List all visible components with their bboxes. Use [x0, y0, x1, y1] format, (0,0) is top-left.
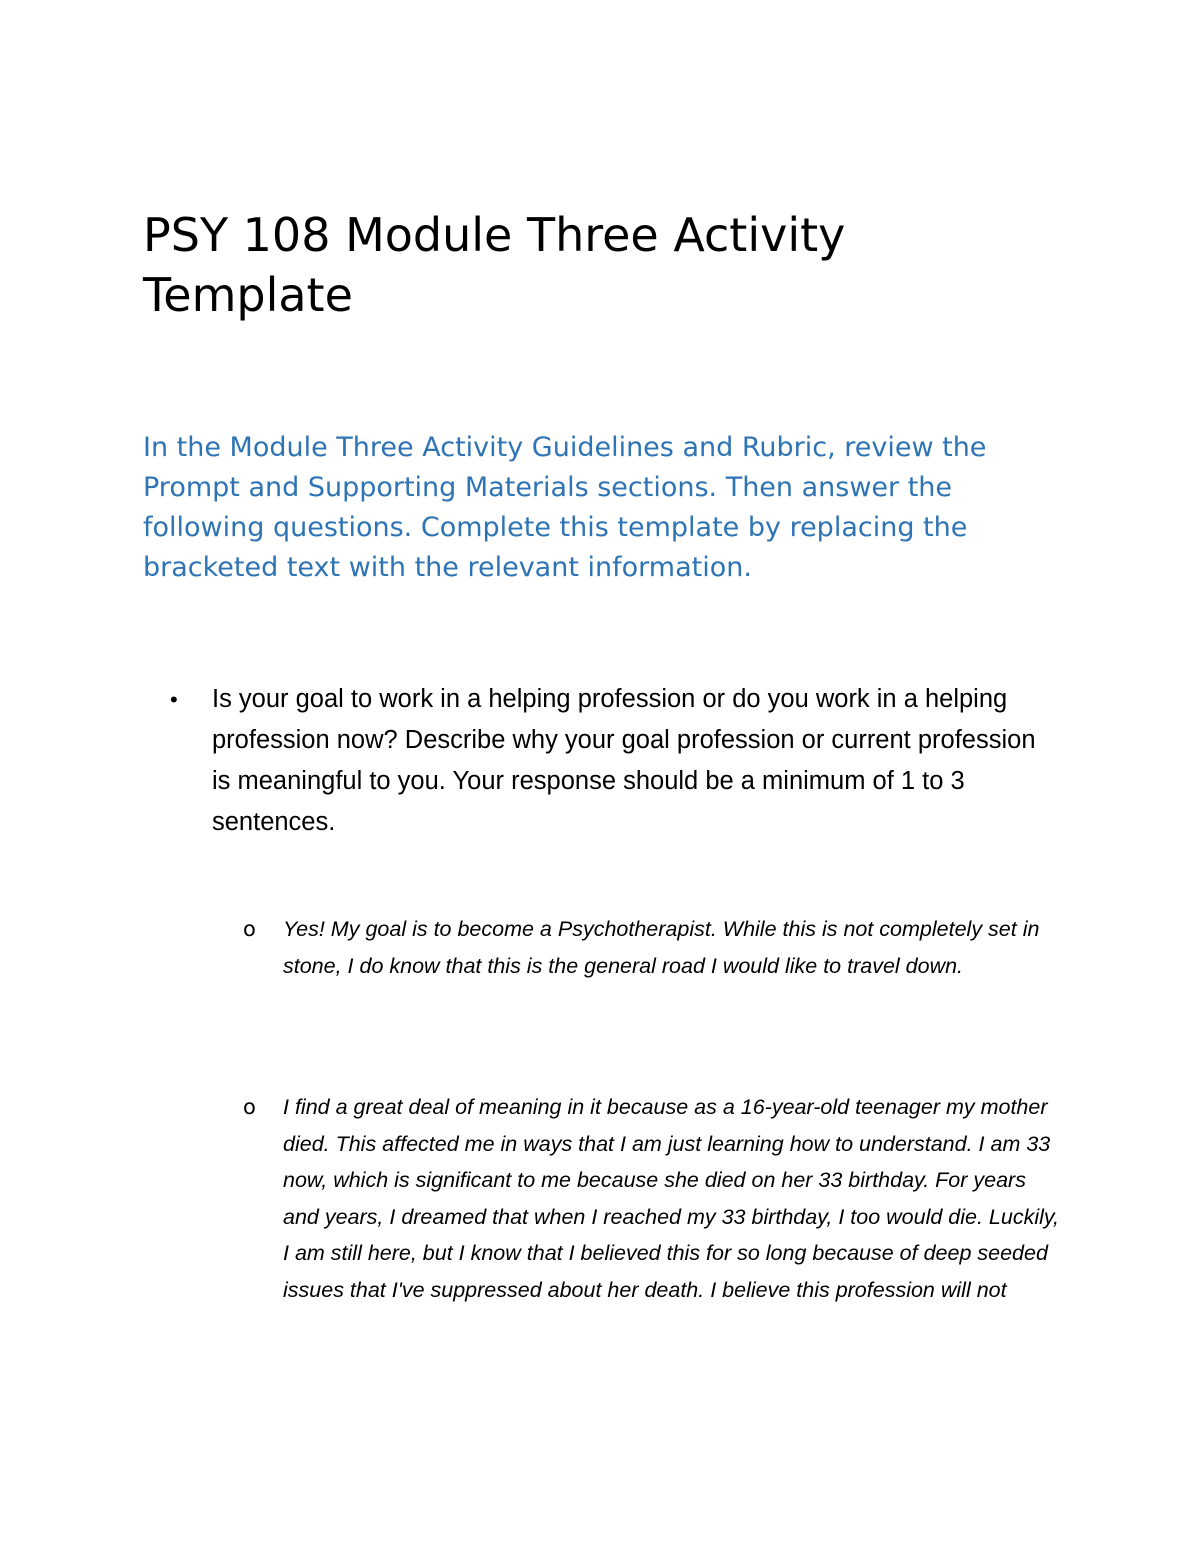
answer-text: I find a great deal of meaning in it because as a 16-year-old teenager my mother died. This affected me in ways that I am just learning how to understand. I am 33 now, which is significant to me because she died on her 33 birthday. For years and years, I dreamed that when I reached my 33 birthday, I too would die. Luckily, I am still here, but I know that I believed this for so long because of deep seeded issues that I've suppressed about her death. I believe this profession will not	[283, 1095, 1060, 1302]
bullet-icon: •	[170, 687, 178, 712]
hollow-bullet-icon: o	[243, 917, 256, 941]
instructions-paragraph: In the Module Three Activity Guidelines and Rubric, review the Prompt and Supporting Materials sections. Then answer the following questions. Complete this template by replacing the bracketed text with the relevant information.	[143, 432, 987, 583]
answer-text: Yes! My goal is to become a Psychotherapist. While this is not completely set in stone, I do know that this is the general road I would like to travel down.	[283, 917, 1040, 978]
hollow-bullet-icon: o	[243, 1095, 256, 1119]
document-title: PSY 108 Module Three Activity Template	[143, 208, 846, 322]
question-text: Is your goal to work in a helping profession or do you work in a helping profession now? Describe why your goal profession or current profession is meaningful to you. Your response should be a minimum of 1 to 3 sentences.	[212, 685, 1036, 836]
